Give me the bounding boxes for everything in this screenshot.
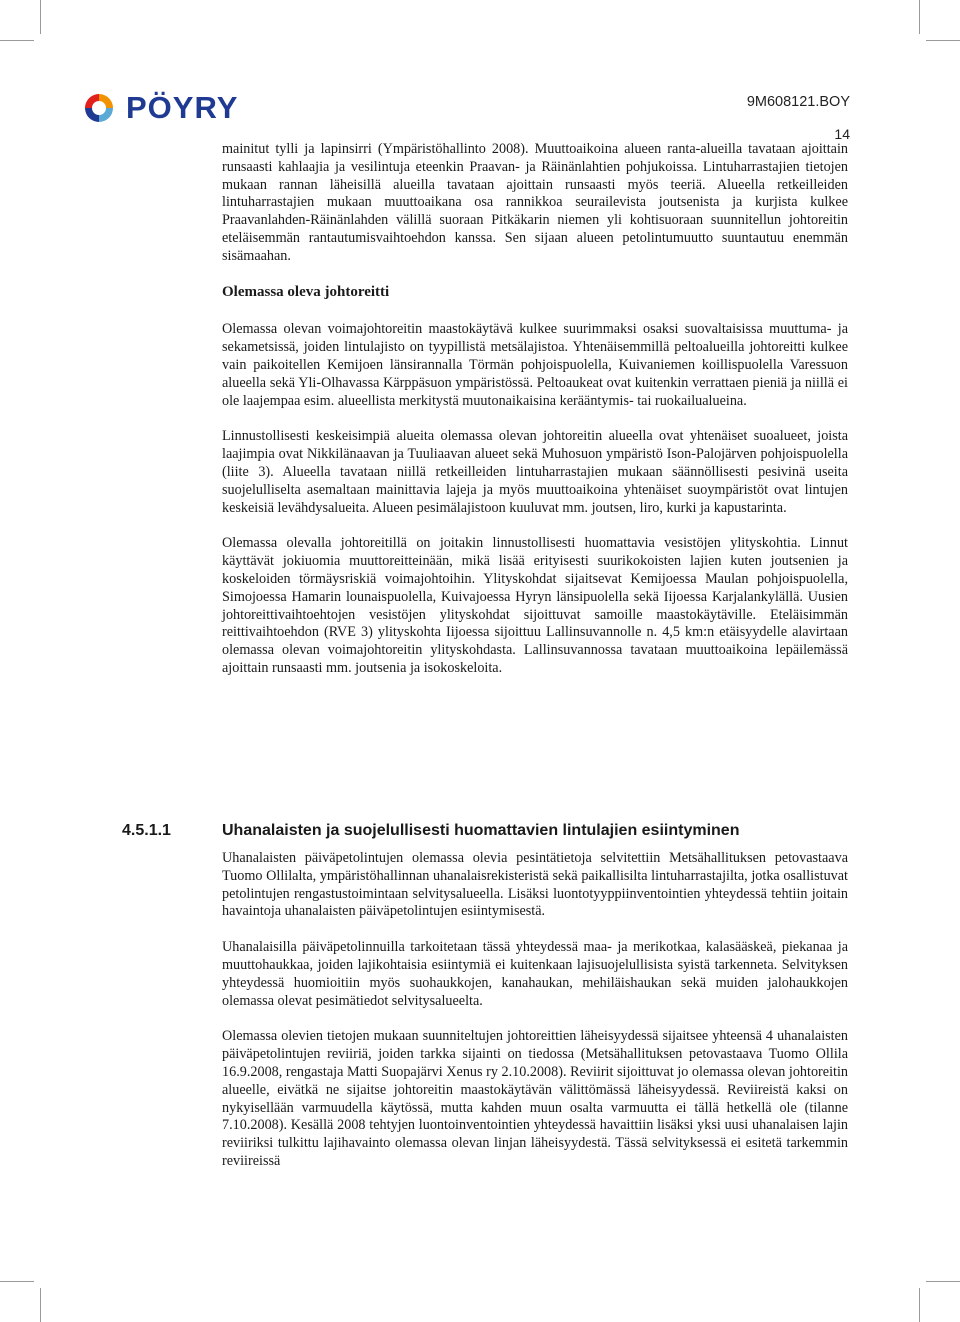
section-title: Uhanalaisten ja suojelullisesti huomattavien lintulajien esiintyminen — [222, 822, 740, 839]
paragraph: Linnustollisesti keskeisimpiä alueita olemassa olevan johtoreitin alueella ovat yhtenäiset suoalueet, joista laajimpia ovat Nikkilänaavan ja Tuuliaavan alueet sekä Muhosuon ympäristö Ison-Palojärven pohjoispuolella (liite 3). Alueella tavataan niillä retkeilleiden lintuharrastajien mukaan säännöllisesti pesivinä useita suojelulliselta asemaltaan mainittavia lajeja ja myös muuttoaikoina yhtenäiset suoympäristöt ovat lintujen keskeisiä levähdysalueita. Alueen pesimälajistoon kuuluvat mm. joutsen, liro, kurki ja kapustarinta. — [222, 428, 848, 516]
poyry-logo-icon — [80, 90, 118, 126]
document-id: 9M608121.BOY — [746, 94, 850, 110]
subheading-existing-line: Olemassa oleva johtoreitti — [222, 283, 390, 300]
crop-mark — [926, 40, 960, 41]
page-number: 14 — [834, 126, 850, 142]
crop-mark — [40, 0, 41, 34]
paragraph: Olemassa olevan voimajohtoreitin maastokäytävä kulkee suurimmaksi osaksi suovaltaisissa muuttuma- ja sekametsissä, joiden lintulajisto on tyypillistä metsälajistoa. Yhtenäisemmillä peltoalueilla johtoreitti kulkee vain paikoitellen Kemijoen länsirannalla Törmän pohjoispuolella, Kuivaniemen koillispuolella Varessuon alueella sekä Yli-Olhavassa Kärppäsuon ympäristössä. Peltoaukeat ovat kuitenkin verrattaen pieniä ja niillä ei ole laajempaa esim. alueellista merkitystä muutonaikaisina kerääntymis- tai ruokailualueina. — [222, 321, 848, 409]
intro-paragraph: mainitut tylli ja lapinsirri (Ympäristöhallinto 2008). Muuttoaikoina alueen ranta-alueilla tavataan ajoittain runsaasti kahlaajia ja vesilintuja eteenkin Praavan- ja Räinänlahtien pohjukoissa. Lintuharrastajien tietojen mukaan rannan läheisillä alueilla tavataan ajoittain runsaasti myös teeriä. Alueella retkeilleiden lintuharrastajien mukaan muuttoaikana osa rannikkoa seurailevista joutsenista ja kurjista kulkee Praavanlahden-Räinänlahden välillä suoraan Pitkäkarin niemen yli kohtisuoraan suunnitellun johtoreitin eteläisemmän rantautumisvaihtoehdon kanssa. Sen sijaan alueen petolintumuutto suuntautuu enemmän sisämaahan. — [222, 141, 848, 264]
crop-mark — [919, 1288, 920, 1322]
logo-text: PÖYRY — [126, 90, 239, 125]
crop-mark — [926, 1281, 960, 1282]
crop-mark — [0, 40, 34, 41]
paragraph: Olemassa olevien tietojen mukaan suunniteltujen johtoreittien läheisyydessä sijaitsee yhteensä 4 uhanalaisten päiväpetolintujen reviiriä, joiden tarkka sijainti on tiedossa (Metsähallituksen petovastaava Tuomo Ollila 16.9.2008, rengastaja Matti Suopajärvi Xenus ry 2.10.2008). Reviirit sijoittuvat jo olemassa olevan johtoreitin alueelle, eivätkä ne sijaitse johtoreitin maastokäytävän välittömässä läheisyydessä. Reviireistä kaksi on nykyisellään varmuudella käytössä, mutta kahden muun osalta varmuutta ei tällä hetkellä ole (tilanne 7.10.2008). Kesällä 2008 tehtyjen luontoinventointien yhteydessä havaittiin lisäksi yksi uusi uhanalaisen lajin reviiriksi tulkittu lajihavainto olemassa olevan linjan läheisyydestä. Tässä selvityksessä ei esitetä tarkemmin reviireissä — [222, 1028, 848, 1169]
section-number: 4.5.1.1 — [122, 822, 171, 839]
paragraph: Uhanalaisilla päiväpetolinnuilla tarkoitetaan tässä yhteydessä maa- ja merikotkaa, kalasääskeä, piekanaa ja muuttohaukkaa, joiden lajikohtaisia esiintymiä ei kuitenkaan lajisuojelullisista syistä tarkenneta. Selvityksen yhteydessä huomioitiin myös suohaukkojen, kanahaukan, mehiläishaukan sekä muiden jalohaukkojen olemassa olevat pesimätiedot selvitysalueelta. — [222, 939, 848, 1009]
crop-mark — [40, 1288, 41, 1322]
section-body — [222, 850, 848, 1171]
poyry-logo — [80, 88, 238, 128]
body-content — [222, 141, 848, 678]
paragraph: Uhanalaisten päiväpetolintujen olemassa olevia pesintätietoja selvitettiin Metsähallituksen petovastaava Tuomo Ollilalta, ympäristöhallinnan uhanalaisrekisteristä sekä paikallisilta lintuharrastajilta, jotka osallistuvat petolintujen rengastustoimintaan selvitysalueella. Lisäksi luontotyyppiinventointien yhteydessä tehtiin joitain havaintoja uhanalaisten päiväpetolintujen esiintymisestä. — [222, 850, 848, 920]
crop-mark — [0, 1281, 34, 1282]
paragraph: Olemassa olevalla johtoreitillä on joitakin linnustollisesti huomattavia vesistöjen ylityskohtia. Linnut käyttävät jokiuomia muuttoreitteinään, mikä lisää erityisesti suurikokoisten lajien kuten joutsenien ja koskeloiden törmäysriskiä voimajohtoihin. Ylityskohdat sijaitsevat Kemijoessa Maulan pohjoispuolella, Simojoessa Hamarin lounaispuolella, Kuivajoessa Hyryn länsipuolella sekä Iijoessa Karjalankylällä. Uusien johtoreittivaihtoehtojen vesistöjen ylityskohdat sijoittuvat samoille maastokäytäville. Eteläisimmän reittivaihtoehdon (RVE 3) ylityskohta Iijoessa sijoittuu Lallinsuvannolle n. 4,5 km:n etäisyydelle alavirtaan olemassa olevan voimajohtoreitin ylityskohdasta. Lallinsuvannossa tavataan muuttoaikoina lepäilemässä ajoittain runsaasti mm. joutsenia ja isokoskeloita. — [222, 535, 848, 676]
crop-mark — [919, 0, 920, 34]
page-header — [80, 88, 850, 142]
